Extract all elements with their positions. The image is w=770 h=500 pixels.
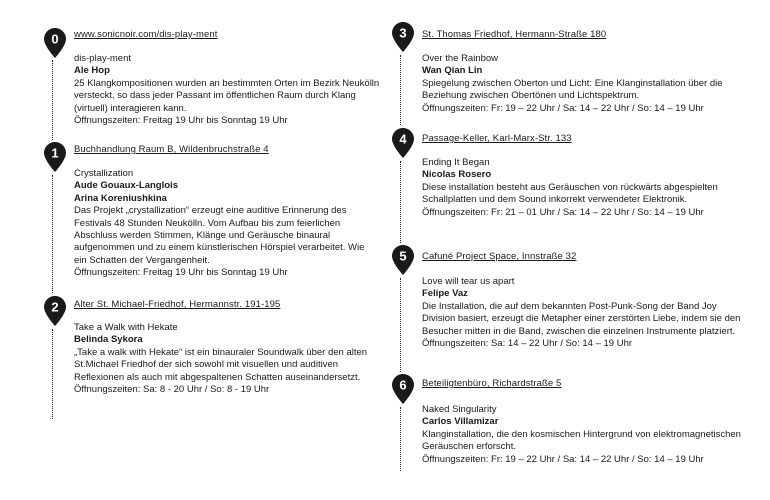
artist-name: Aude Gouaux-Langlois [74, 180, 178, 192]
dotted-connector [400, 55, 401, 125]
venue-address-link[interactable]: www.sonicnoir.com/dis-play-ment [74, 29, 218, 40]
artist-name: Ale Hop [74, 65, 110, 77]
dotted-connector [52, 175, 53, 293]
pin-number: 3 [399, 25, 407, 41]
venue-body [74, 53, 384, 127]
pin-number: 1 [51, 145, 59, 161]
map-pin-icon [392, 374, 414, 404]
work-title: Love will tear us apart [422, 276, 515, 287]
map-pin-icon [392, 22, 414, 52]
pin-number: 6 [399, 377, 407, 393]
artist-name: Carlos Villamizar [422, 416, 499, 428]
venue-body [422, 53, 742, 115]
work-description: „Take a walk with Hekate“ ist ein binauraler Soundwalk über den alten St.Michael Friedhof der sich sowohl mit visuellen und auditiven Reflexionen als auch mit abgespaltenen Schatten auseinandersetzt. [74, 346, 368, 383]
work-title: dis-play-ment [74, 53, 132, 64]
work-title: Naked Singularity [422, 404, 497, 415]
artist-name: Wan Qian Lin [422, 65, 483, 77]
artist-name: Arina Koreniushkina [74, 192, 167, 204]
artist-name: Nicolas Rosero [422, 169, 492, 181]
venue-body [422, 157, 742, 219]
pin-number: 5 [399, 248, 407, 264]
venue-address-link[interactable]: Cafuné Project Space, Innstraße 32 [422, 251, 577, 262]
work-title: Over the Rainbow [422, 53, 499, 64]
pin-number: 0 [51, 31, 59, 47]
artist-name: Felipe Vaz [422, 288, 468, 300]
pin-number: 4 [399, 131, 407, 147]
venue-address-link[interactable]: St. Thomas Friedhof, Hermann-Straße 180 [422, 29, 607, 40]
opening-hours: Öffnungszeiten: Sa: 14 – 22 Uhr / So: 14 – 19 Uhr [422, 338, 633, 350]
map-pin-icon [392, 128, 414, 158]
work-description: Klanginstallation, die den kosmischen Hintergrund von elektromagnetischen Geräuschen erforscht. [422, 428, 741, 453]
map-pin-icon [44, 28, 66, 58]
work-description: Spiegelung zwischen Oberton und Licht: Eine Klanginstallation über die Beziehung zwischen Obertönen und Lichtspektrum. [422, 77, 723, 102]
opening-hours: Öffnungszeiten: Fr: 19 – 22 Uhr / Sa: 14 – 22 Uhr / So: 14 – 19 Uhr [422, 453, 704, 465]
work-description: Die Installation, die auf dem bekannten Post-Punk-Song der Band Joy Division basiert, erzeugt die Metapher einer zerstörten Liebe, indem sie den Besucher mitten in die Band, zwischen die einzelnen Instrumente platziert. [422, 300, 741, 337]
venue-address-link[interactable]: Passage-Keller, Karl-Marx-Str. 133 [422, 133, 572, 144]
work-description: Diese installation besteht aus Geräuschen von rückwärts abgespielten Schallplatten und dem Sound inkorrekt verwendeter Elektronik. [422, 181, 718, 206]
work-description: Das Projekt „crystallization“ erzeugt eine auditive Erinnerung des Festivals 48 Stunden Neukölln. Vom Aufbau bis zum feierlichen Abschluss werden Stimmen, Klänge und Geräusche binaural aufgenommen und zu einem künstlerischen Hörspiel verarbeitet. Wie ein Schatten der Vergangenheit. [74, 205, 365, 266]
opening-hours: Öffnungszeiten: Fr: 21 – 01 Uhr / Sa: 14 – 22 Uhr / So: 14 – 19 Uhr [422, 206, 704, 218]
venue-address-link[interactable]: Alter St. Michael-Friedhof, Hermannstr. 191-195 [74, 299, 281, 310]
opening-hours: Öffnungszeiten: Sa: 8 - 20 Uhr / So: 8 - 19 Uhr [74, 384, 270, 396]
opening-hours: Öffnungszeiten: Freitag 19 Uhr bis Sonntag 19 Uhr [74, 267, 288, 279]
venue-body [422, 276, 742, 350]
dotted-connector [52, 329, 53, 419]
dotted-connector [400, 278, 401, 372]
dotted-connector [400, 161, 401, 243]
map-pin-icon [392, 245, 414, 275]
venue-body [74, 322, 379, 396]
opening-hours: Öffnungszeiten: Freitag 19 Uhr bis Sonntag 19 Uhr [74, 115, 288, 127]
venue-body [422, 404, 742, 466]
artist-name: Belinda Sykora [74, 334, 143, 346]
work-description: 25 Klangkompositionen wurden an bestimmten Orten im Bezirk Neukölln versteckt, so dass jeder Passant im öffentlichen Raum durch Klang (virtuell) interagieren kann. [74, 77, 380, 114]
venue-address-link[interactable]: Beteiligtenbüro, Richardstraße 5 [422, 378, 562, 389]
map-pin-icon [44, 296, 66, 326]
dotted-connector [400, 407, 401, 471]
work-title: Ending It Began [422, 157, 490, 168]
work-title: Crystallization [74, 168, 134, 179]
dotted-connector [52, 60, 53, 140]
pin-number: 2 [51, 299, 59, 315]
venue-address-link[interactable]: Buchhandlung Raum B, Wildenbruchstraße 4 [74, 144, 269, 155]
map-pin-icon [44, 142, 66, 172]
venue-body [74, 168, 379, 280]
opening-hours: Öffnungszeiten: Fr: 19 – 22 Uhr / Sa: 14 – 22 Uhr / So: 14 – 19 Uhr [422, 102, 704, 114]
work-title: Take a Walk with Hekate [74, 322, 178, 333]
